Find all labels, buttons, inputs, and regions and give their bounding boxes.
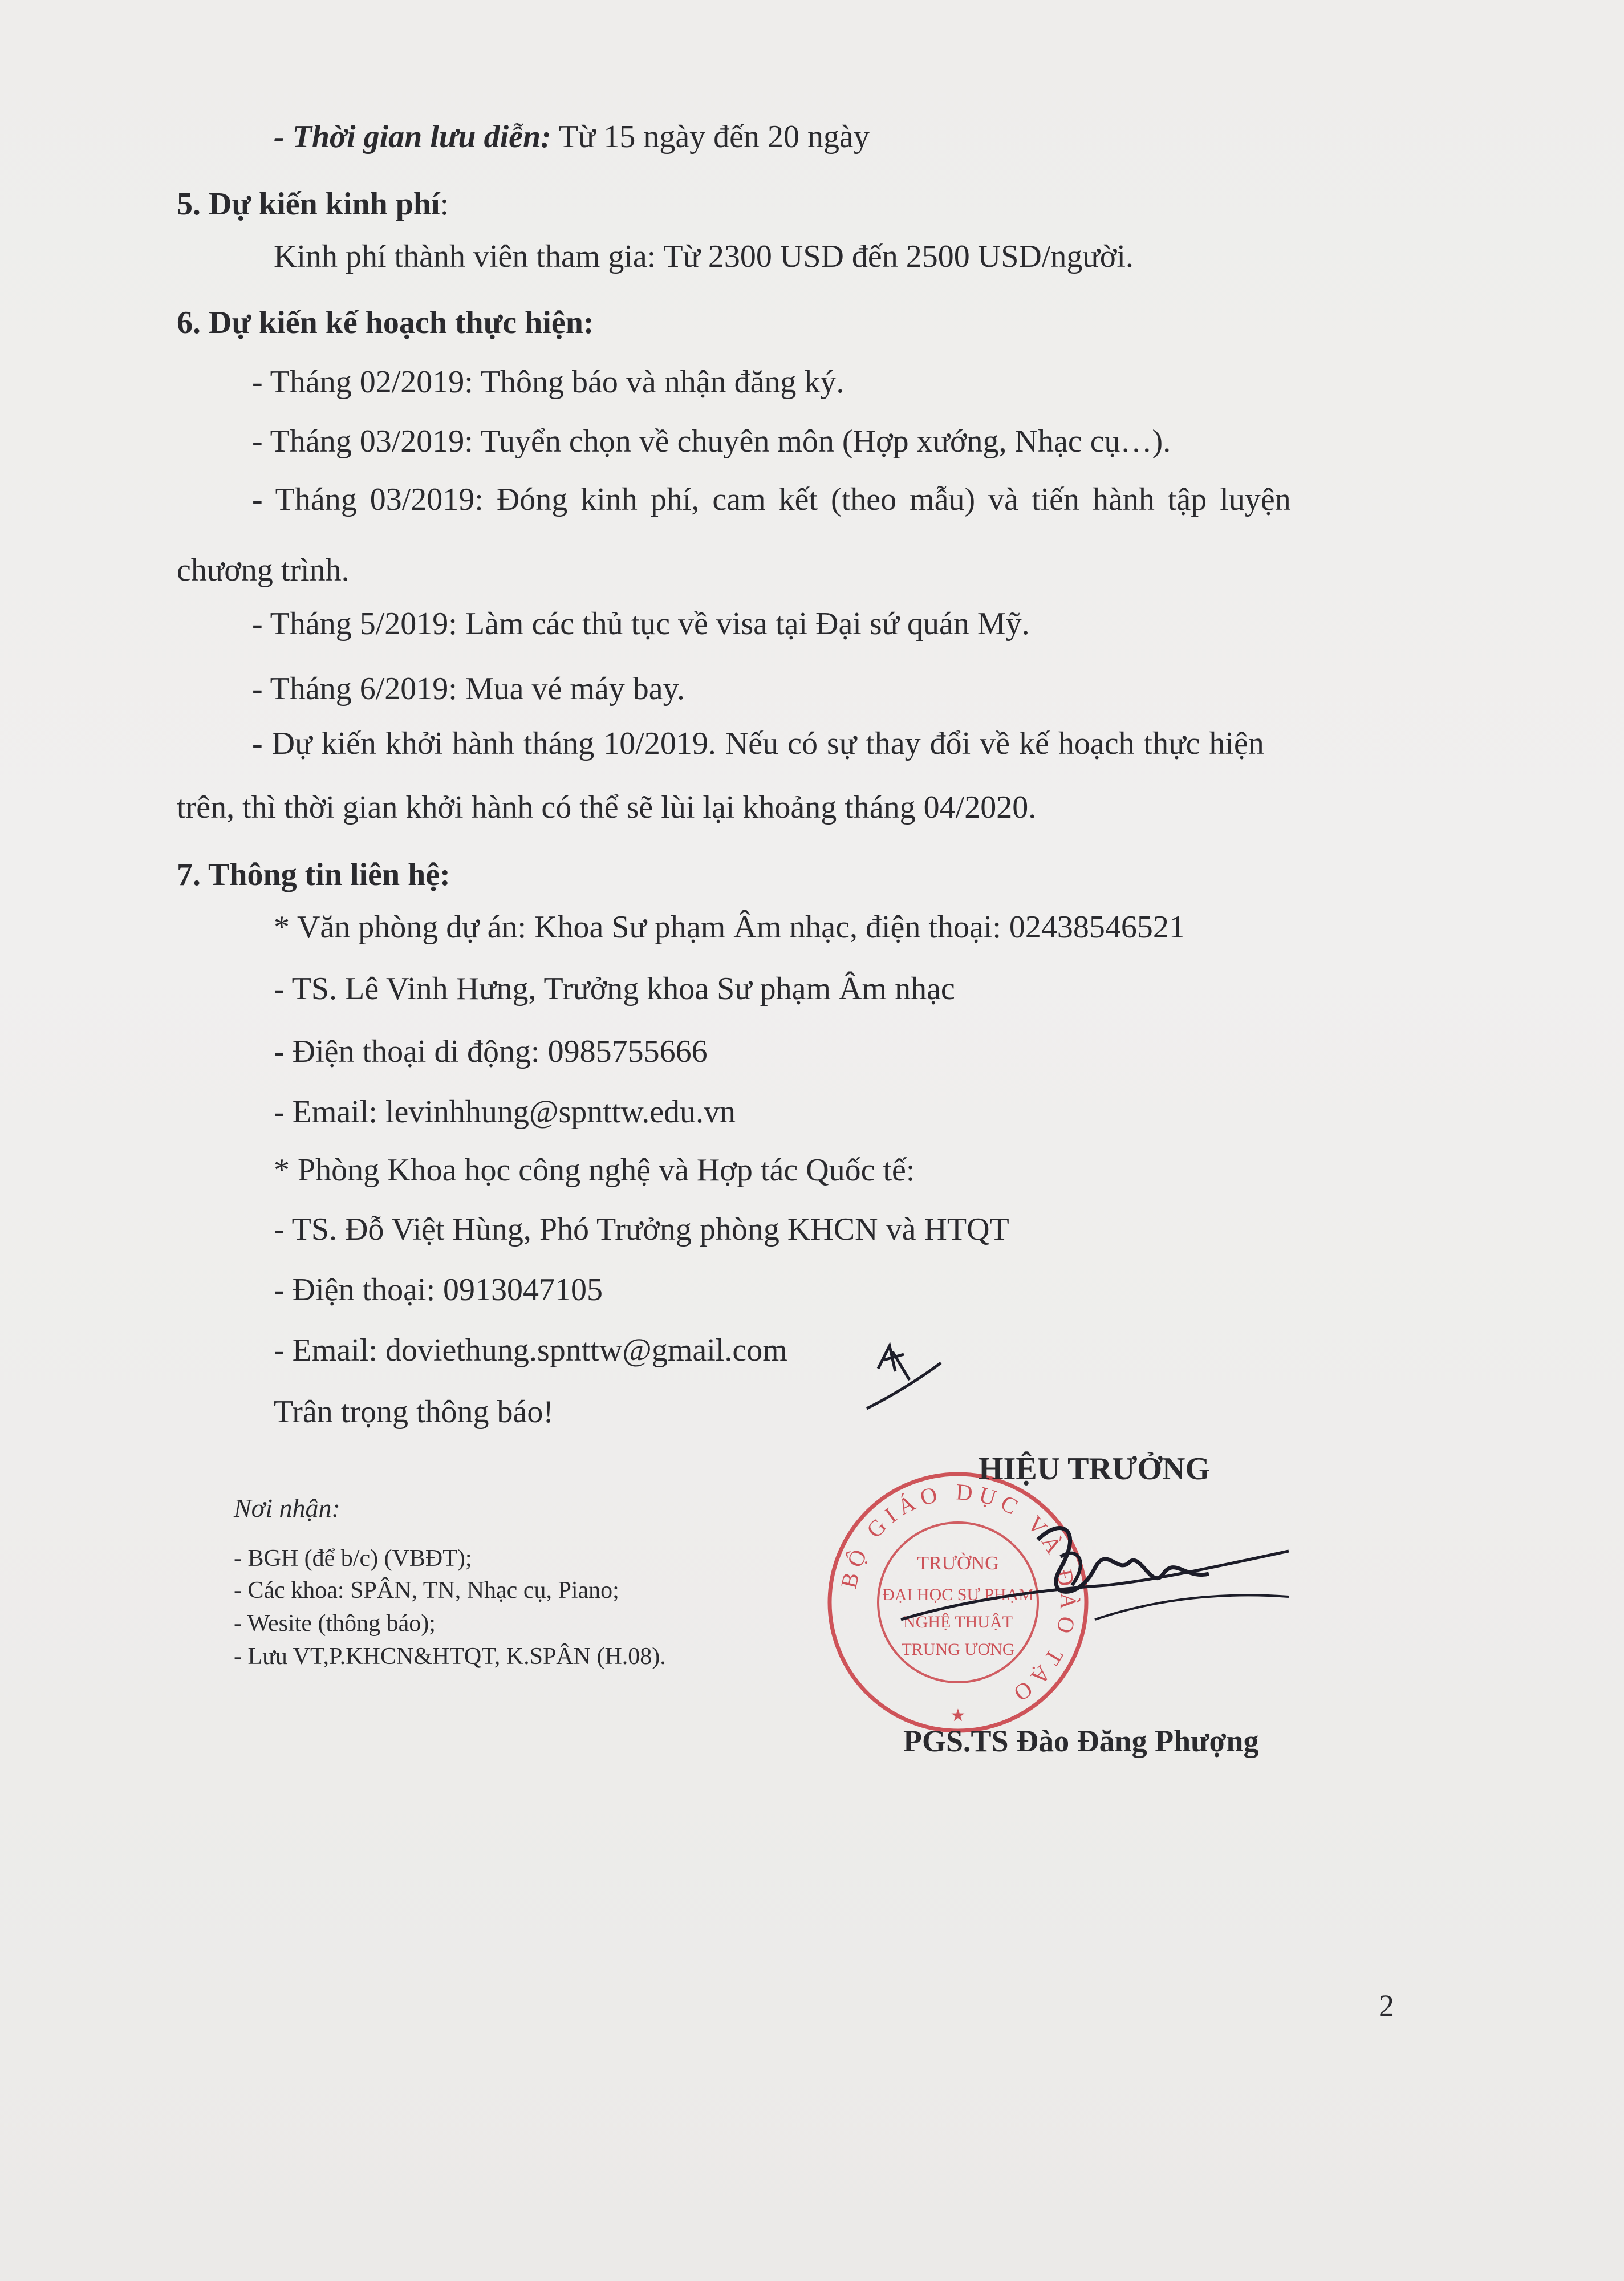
duration-value: Từ 15 ngày đến 20 ngày: [551, 119, 870, 155]
stamp-ring-text: BỘ GIÁO DỤC VÀ ĐÀO TẠO: [835, 1479, 1082, 1710]
page-number: 2: [1379, 1988, 1394, 2023]
contact-item-3: - Điện thoại di động: 0985755666: [274, 1034, 708, 1069]
plan-item-3: - Tháng 03/2019: Đóng kinh phí, cam kết (theo mẫu) và tiến hành tập luyện: [252, 482, 1291, 517]
section6-heading: 6. Dự kiến kế hoạch thực hiện:: [177, 305, 594, 340]
contact-item-2: - TS. Lê Vinh Hưng, Trưởng khoa Sư phạm Âm nhạc: [274, 971, 955, 1006]
plan-item-6-cont: trên, thì thời gian khởi hành có thể sẽ lùi lại khoảng tháng 04/2020.: [177, 790, 1037, 825]
section5-heading-colon: :: [440, 186, 449, 222]
signer-title: HIỆU TRƯỞNG: [979, 1451, 1211, 1487]
contact-item-1: * Văn phòng dự án: Khoa Sư phạm Âm nhạc, điện thoại: 02438546521: [274, 910, 1185, 945]
contact-item-8: - Email: doviethung.spnttw@gmail.com: [274, 1333, 787, 1368]
plan-item-6: - Dự kiến khởi hành tháng 10/2019. Nếu có sự thay đổi về kế hoạch thực hiện: [252, 726, 1264, 761]
recipients-title-text: Nơi nhận: [234, 1493, 332, 1523]
stamp-line1: TRƯỜNG: [917, 1553, 999, 1574]
stamp-line3: NGHỆ THUẬT: [903, 1613, 1013, 1631]
plan-item-5: - Tháng 6/2019: Mua vé máy bay.: [252, 671, 685, 707]
duration-label: - Thời gian lưu diễn:: [274, 119, 551, 155]
signer-name: PGS.TS Đào Đăng Phượng: [903, 1724, 1259, 1758]
initials-signature-icon: [855, 1329, 947, 1420]
section5-text: Kinh phí thành viên tham gia: Từ 2300 USD đến 2500 USD/người.: [274, 239, 1134, 274]
recipients-title-colon: :: [331, 1493, 340, 1523]
stamp-line2: ĐẠI HỌC SƯ PHẠM: [882, 1585, 1034, 1604]
stamp-star-icon: ★: [950, 1706, 966, 1726]
plan-item-3-cont: chương trình.: [177, 553, 350, 588]
contact-item-4: - Email: levinhhung@spnttw.edu.vn: [274, 1094, 736, 1130]
recipient-item-2: - Các khoa: SPÂN, TN, Nhạc cụ, Piano;: [234, 1577, 619, 1604]
plan-item-4: - Tháng 5/2019: Làm các thủ tục về visa tại Đại sứ quán Mỹ.: [252, 606, 1030, 642]
contact-item-6: - TS. Đỗ Việt Hùng, Phó Trưởng phòng KHCN và HTQT: [274, 1212, 1009, 1247]
recipient-item-1: - BGH (để b/c) (VBĐT);: [234, 1545, 472, 1572]
plan-item-2: - Tháng 03/2019: Tuyển chọn về chuyên môn (Hợp xướng, Nhạc cụ…).: [252, 424, 1171, 459]
section5-heading-text: 5. Dự kiến kinh phí: [177, 186, 440, 222]
stamp-line4: TRUNG ƯƠNG: [901, 1640, 1015, 1659]
handwritten-signature: [890, 1505, 1300, 1677]
section7-heading: 7. Thông tin liên hệ:: [177, 857, 450, 892]
duration-line: [274, 121, 870, 153]
plan-item-1: - Tháng 02/2019: Thông báo và nhận đăng ký.: [252, 364, 845, 400]
contact-item-5: * Phòng Khoa học công nghệ và Hợp tác Quốc tế:: [274, 1152, 915, 1188]
section5-heading: [177, 188, 449, 220]
recipients-title: [234, 1495, 340, 1521]
contact-item-7: - Điện thoại: 0913047105: [274, 1272, 603, 1308]
recipient-item-4: - Lưu VT,P.KHCN&HTQT, K.SPÂN (H.08).: [234, 1643, 666, 1670]
closing-line: Trân trọng thông báo!: [274, 1394, 554, 1430]
recipient-item-3: - Wesite (thông báo);: [234, 1610, 436, 1637]
